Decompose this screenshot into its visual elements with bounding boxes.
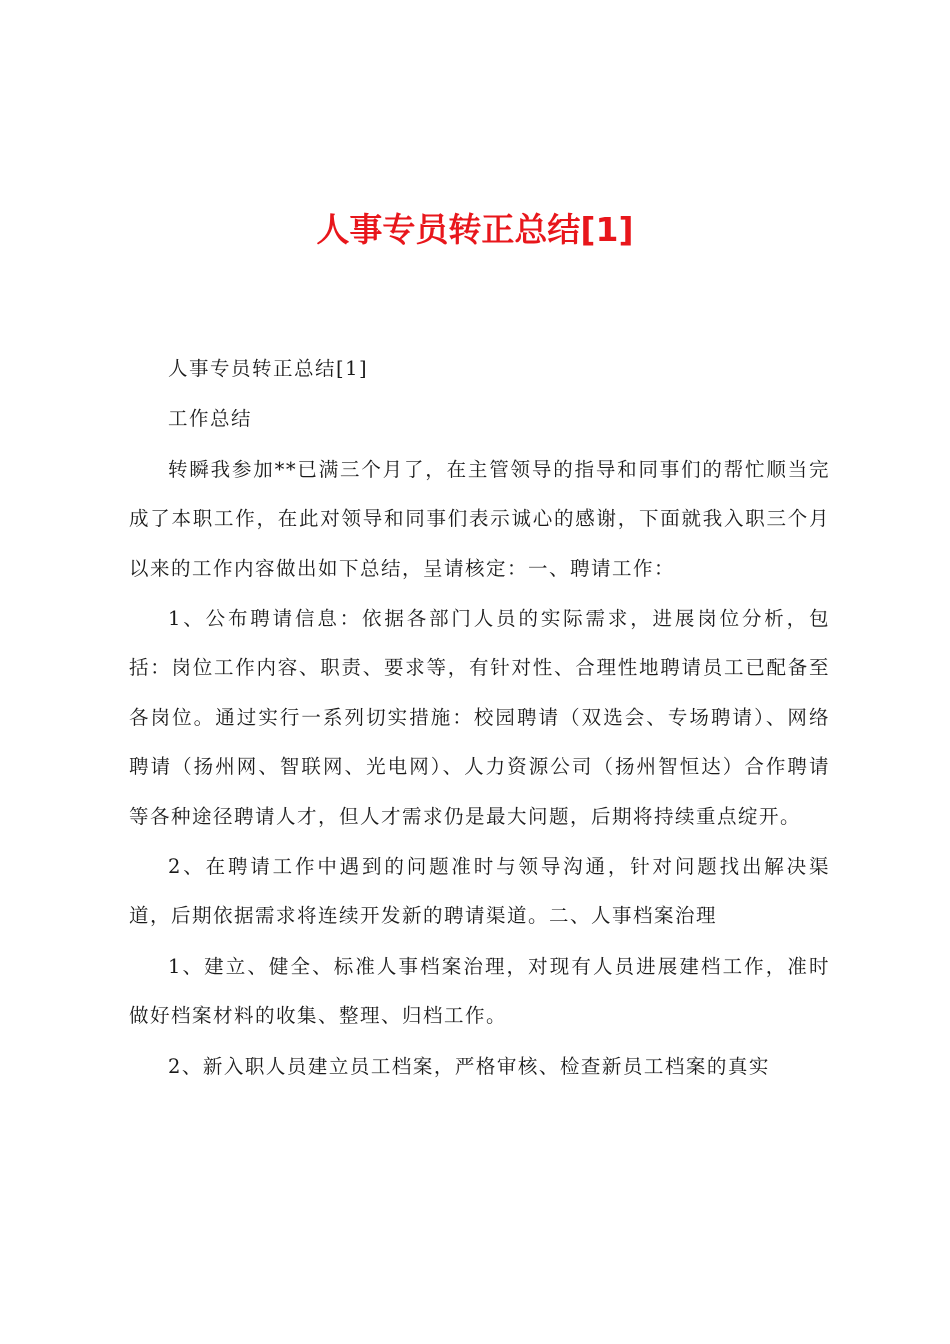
paragraph-intro: 转瞬我参加**已满三个月了，在主管领导的指导和同事们的帮忙顺当完成了本职工作，在此对领导和同事们表示诚心的感谢，下面就我入职三个月以来的工作内容做出如下总结，呈请核定：一、聘请工作： [129,457,830,580]
paragraph-recruit-2: 2、在聘请工作中遇到的问题准时与领导沟通，针对问题找出解决渠道，后期依据需求将连续开发新的聘请渠道。二、人事档案治理 [129,855,830,928]
paragraph-archive-2: 2、新入职人员建立员工档案，严格审核、检查新员工档案的真实 [168,1054,770,1078]
document-body [129,344,830,1092]
paragraph-recruit-1: 1、公布聘请信息：依据各部门人员的实际需求，进展岗位分析，包括：岗位工作内容、职责、要求等，有针对性、合理性地聘请员工已配备至各岗位。通过实行一系列切实措施：校园聘请（双选会、专场聘请）、网络聘请（扬州网、智联网、光电网）、人力资源公司（扬州智恒达）合作聘请等各种途径聘请人才，但人才需求仍是最大问题，后期将持续重点绽开。 [129,607,830,828]
paragraph-section-heading: 工作总结 [168,407,253,431]
paragraph-archive-1: 1、建立、健全、标准人事档案治理，对现有人员进展建档工作，准时做好档案材料的收集、整理、归档工作。 [129,954,830,1028]
paragraph-subtitle: 人事专员转正总结[1] [168,357,369,380]
document-title: 人事专员转正总结[1] [316,210,634,249]
